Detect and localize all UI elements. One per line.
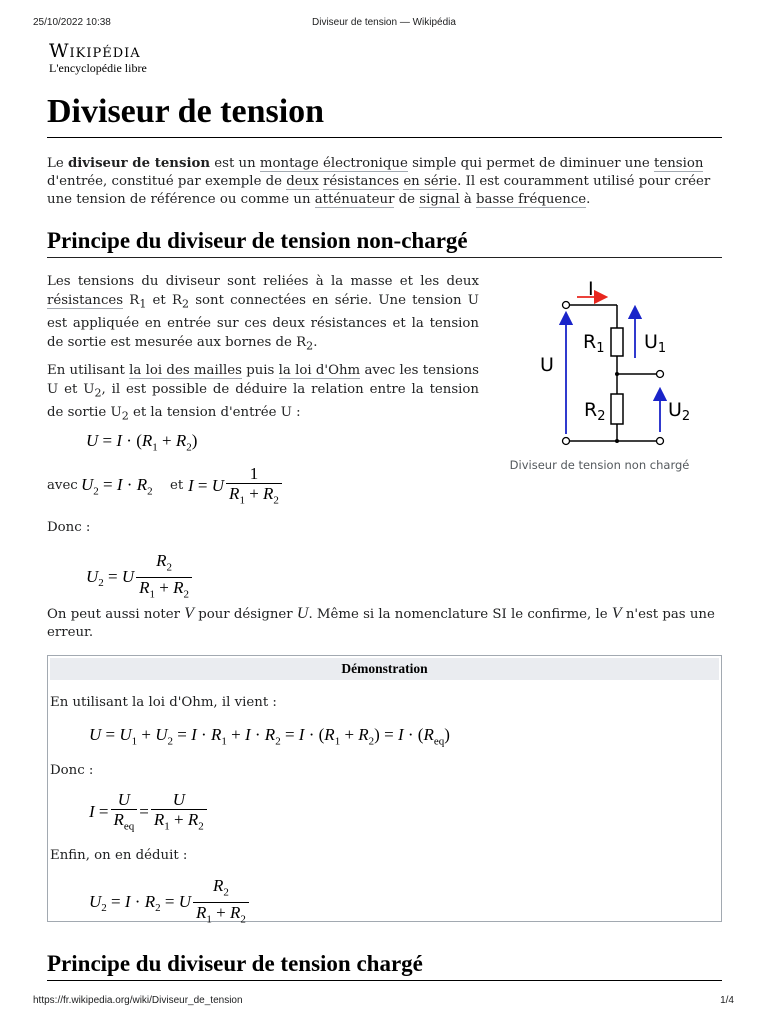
demo-text-line1: En utilisant la loi d'Ohm, il vient : (50, 695, 277, 710)
formula-u2-i: $U_2 = I \cdot R_2$ (81, 475, 153, 498)
demo-text-enfin: Enfin, on en déduit : (50, 848, 188, 863)
resistor-r2-shape (611, 394, 623, 424)
link-resistances-2[interactable]: résistances (47, 293, 124, 308)
link-signal[interactable]: signal (419, 192, 460, 207)
text-avec: avec (47, 478, 78, 493)
print-date: 25/10/2022 10:38 (33, 17, 111, 28)
demo-formula-sum: $U = U_1 + U_2 = I \cdot R_1 + I \cdot R_2 = I \cdot (R_1 + R_2) = I \cdot (R_{eq})$ (89, 725, 450, 748)
intro-bold-term: diviseur de tension (67, 156, 211, 171)
link-montage-electronique[interactable]: montage électronique (259, 156, 408, 171)
text-donc: Donc : (47, 520, 91, 535)
label-u2: $U_2$ (668, 399, 690, 424)
demo-formula-i: I = $\frac{U}{R_{eq}}$ = $\frac{U}{R_1 + R_2}$ (89, 790, 209, 836)
section-heading-charge: Principe du diviseur de tension chargé (47, 951, 722, 981)
demonstration-header[interactable]: Démonstration (50, 658, 719, 680)
logo-wordmark: Wikipédia (49, 40, 141, 62)
link-deux[interactable]: deux (286, 174, 319, 189)
terminal-in-bottom (563, 438, 570, 445)
print-title: Diviseur de tension — Wikipédia (312, 17, 456, 28)
section1-paragraph-2: En utilisant la loi des mailles puis la loi d'Ohm avec les tensions U et $U_2$, il est possible de déduire la relation entre la tension de sortie $U_2$ et la tension d'entrée U : (47, 363, 479, 423)
text-et: et (170, 478, 184, 493)
link-en-serie[interactable]: en série (403, 174, 458, 189)
figure-caption: Diviseur de tension non chargé (509, 458, 690, 472)
formula-u-equals: $U = I \cdot (R_1 + R_2)$ (86, 431, 198, 454)
intro-paragraph: Le diviseur de tension est un montage électronique simple qui permet de diminuer une tension d'entrée, constitué par exemple de deux résistances en série. Il est couramment utilisé pour créer une tension de référence ou comme un atténuateur de signal à basse fréquence. (47, 156, 711, 207)
label-u1: $U_1$ (644, 331, 667, 356)
terminal-out-top (657, 371, 664, 378)
demo-formula-u2: $U_2 = I \cdot R_2 = U$ $\frac{R_2}{R_1 + R_2}$ (89, 876, 251, 930)
link-loi-d-ohm[interactable]: la loi d'Ohm (278, 363, 361, 378)
link-tension[interactable]: tension (654, 156, 704, 171)
label-r1: $R_1$ (583, 331, 605, 356)
note-paragraph: On peut aussi noter V pour désigner U. Même si la nomenclature SI le confirme, le V n'est pas une erreur. (47, 605, 715, 640)
label-current-i: I (588, 278, 594, 300)
formula-i-equals: I = U $\frac{1}{R_1 + R_2}$ (188, 464, 284, 510)
print-page-number: 1/4 (720, 995, 734, 1006)
wikipedia-logo[interactable] (49, 40, 147, 76)
print-url: https://fr.wikipedia.org/wiki/Diviseur_de_tension (33, 995, 243, 1006)
link-attenuateur[interactable]: atténuateur (314, 192, 395, 207)
demo-text-donc: Donc : (50, 763, 94, 778)
page-title: Diviseur de tension (47, 93, 722, 138)
circuit-figure (505, 276, 690, 472)
voltage-divider-diagram (505, 276, 690, 456)
label-r2: $R_2$ (584, 399, 606, 424)
link-basse-frequence[interactable]: basse fréquence (476, 192, 587, 207)
resistor-r1-shape (611, 328, 623, 356)
terminal-out-bottom (657, 438, 664, 445)
label-voltage-u: U (540, 354, 554, 376)
logo-tagline: L'encyclopédie libre (49, 61, 147, 75)
link-loi-des-mailles[interactable]: la loi des mailles (129, 363, 242, 378)
terminal-in-top (563, 302, 570, 309)
section1-paragraph-1: Les tensions du diviseur sont reliées à la masse et les deux résistances $R_1$ et $R_2$ sont connectées en série. Une tension U est appliquée en entrée sur ces deux résistances et la tension de sortie est mesurée aux bornes de $R_2$. (47, 274, 479, 353)
link-resistances[interactable]: résistances (322, 174, 400, 189)
section-heading-non-charge: Principe du diviseur de tension non-chargé (47, 228, 722, 258)
formula-u2-ratio: $U_2 = U$ $\frac{R_2}{R_1 + R_2}$ (86, 551, 194, 605)
